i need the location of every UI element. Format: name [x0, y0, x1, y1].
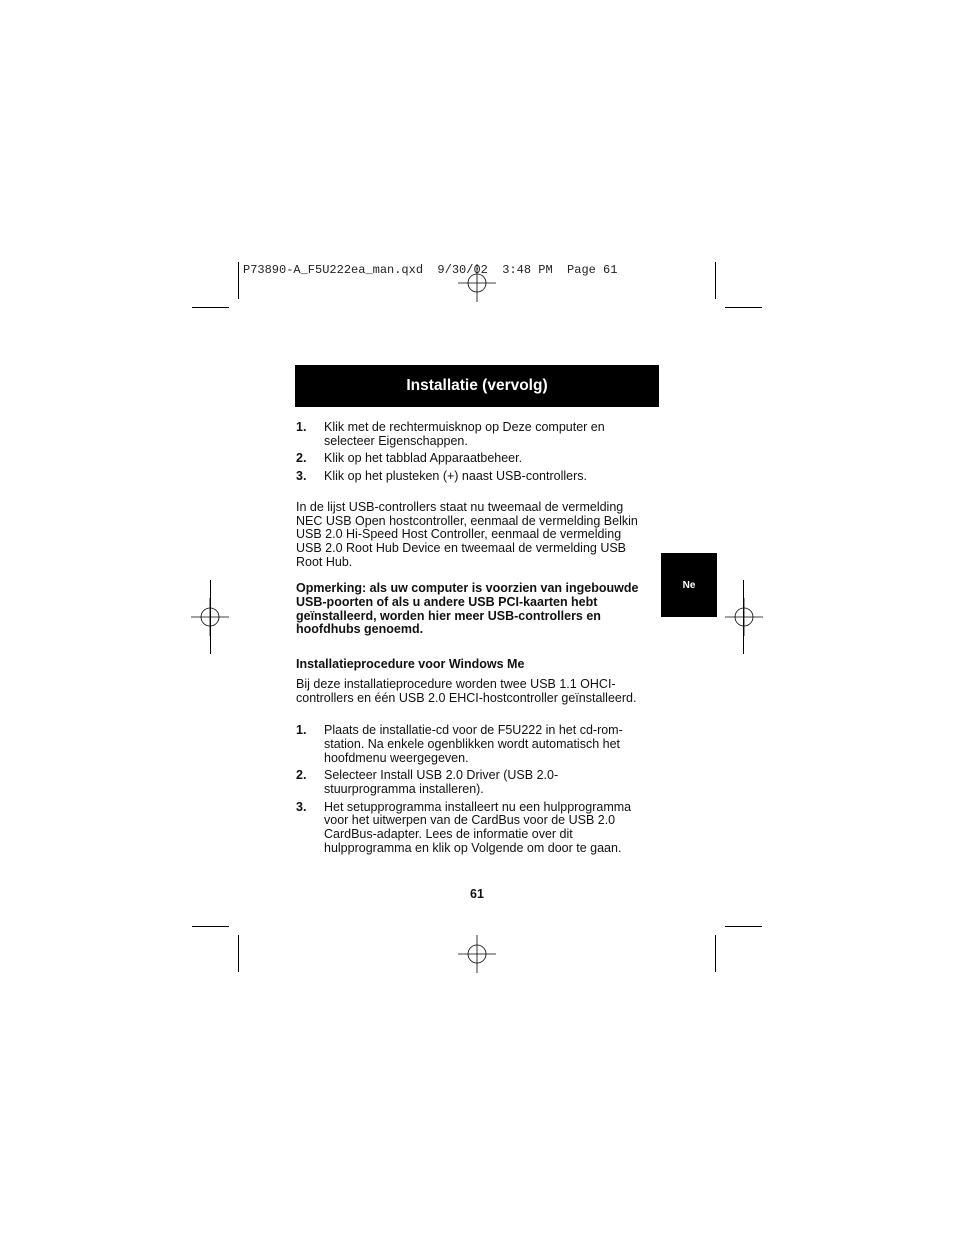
crop-mark — [210, 580, 211, 654]
note-paragraph: Opmerking: als uw computer is voorzien van ingebouwde USB-poorten of als u andere USB PCI-kaarten hebt geïnstalleerd, worden hier meer USB-controllers en hoofdhubs genoemd. — [296, 581, 639, 637]
step-text: Selecteer Install USB 2.0 Driver (USB 2.0-stuurprogramma installeren). — [324, 768, 559, 797]
crop-mark — [725, 926, 762, 927]
section-title: Installatie (vervolg) — [406, 377, 548, 394]
steps-list — [296, 421, 648, 484]
step-text: Klik met de rechtermuisknop op Deze computer en selecteer Eigenschappen. — [324, 420, 605, 448]
step-number: 1. — [296, 723, 307, 738]
intro-paragraph: Bij deze installatieprocedure worden twee USB 1.1 OHCI-controllers en één USB 2.0 EHCI-hostcontroller geïnstalleerd. — [296, 676, 637, 705]
list-item — [296, 801, 648, 856]
step-text: Plaats de installatie-cd voor de F5U222 in het cd-rom-station. Na enkele ogenblikken wordt automatisch het hoofdmenu weergegeven. — [324, 723, 623, 765]
step-text: Klik op het plusteken (+) naast USB-controllers. — [324, 469, 587, 484]
crop-mark — [238, 935, 239, 972]
step-number: 2. — [296, 768, 307, 783]
crop-mark — [192, 307, 229, 308]
step-number: 3. — [296, 469, 307, 484]
step-number: 1. — [296, 420, 307, 434]
crop-mark — [743, 580, 744, 654]
list-item — [296, 769, 648, 796]
print-slug: P73890-A_F5U222ea_man.qxd 9/30/02 3:48 PM Page 61 — [243, 263, 618, 277]
registration-mark-icon — [458, 264, 496, 302]
step-text: Klik op het tabblad Apparaatbeheer. — [324, 451, 523, 466]
registration-mark-icon — [725, 598, 763, 636]
list-item — [296, 724, 648, 765]
step-number: 2. — [296, 451, 307, 466]
crop-mark — [192, 926, 229, 927]
crop-mark — [715, 262, 716, 299]
language-tab — [661, 553, 717, 617]
crop-mark — [238, 262, 239, 299]
crop-mark — [725, 307, 762, 308]
step-number: 3. — [296, 799, 307, 814]
step-text: Het setupprogramma installeert nu een hulpprogramma voor het uitwerpen van de CardBus voor de USB 2.0 CardBus-adapter. Lees de informatie over dit hulpprogramma en klik op Volgende om door te gaan. — [324, 799, 632, 855]
subheading: Installatieprocedure voor Windows Me — [296, 657, 525, 672]
steps-list — [296, 724, 648, 855]
body-paragraph: In de lijst USB-controllers staat nu tweemaal de vermelding NEC USB Open hostcontroller, eenmaal de vermelding Belkin USB 2.0 Hi-Speed Host Controller, eenmaal de vermelding USB 2.0 Root Hub Device en tweemaal de vermelding USB Root Hub. — [296, 499, 638, 569]
list-item — [296, 421, 648, 448]
page-content — [296, 421, 648, 860]
crop-mark — [715, 935, 716, 972]
list-item — [296, 452, 648, 466]
registration-mark-icon — [458, 935, 496, 973]
list-item — [296, 470, 648, 484]
section-title-band — [295, 365, 659, 407]
page-number: 61 — [470, 887, 484, 901]
language-tab-label: Ne — [682, 579, 696, 591]
